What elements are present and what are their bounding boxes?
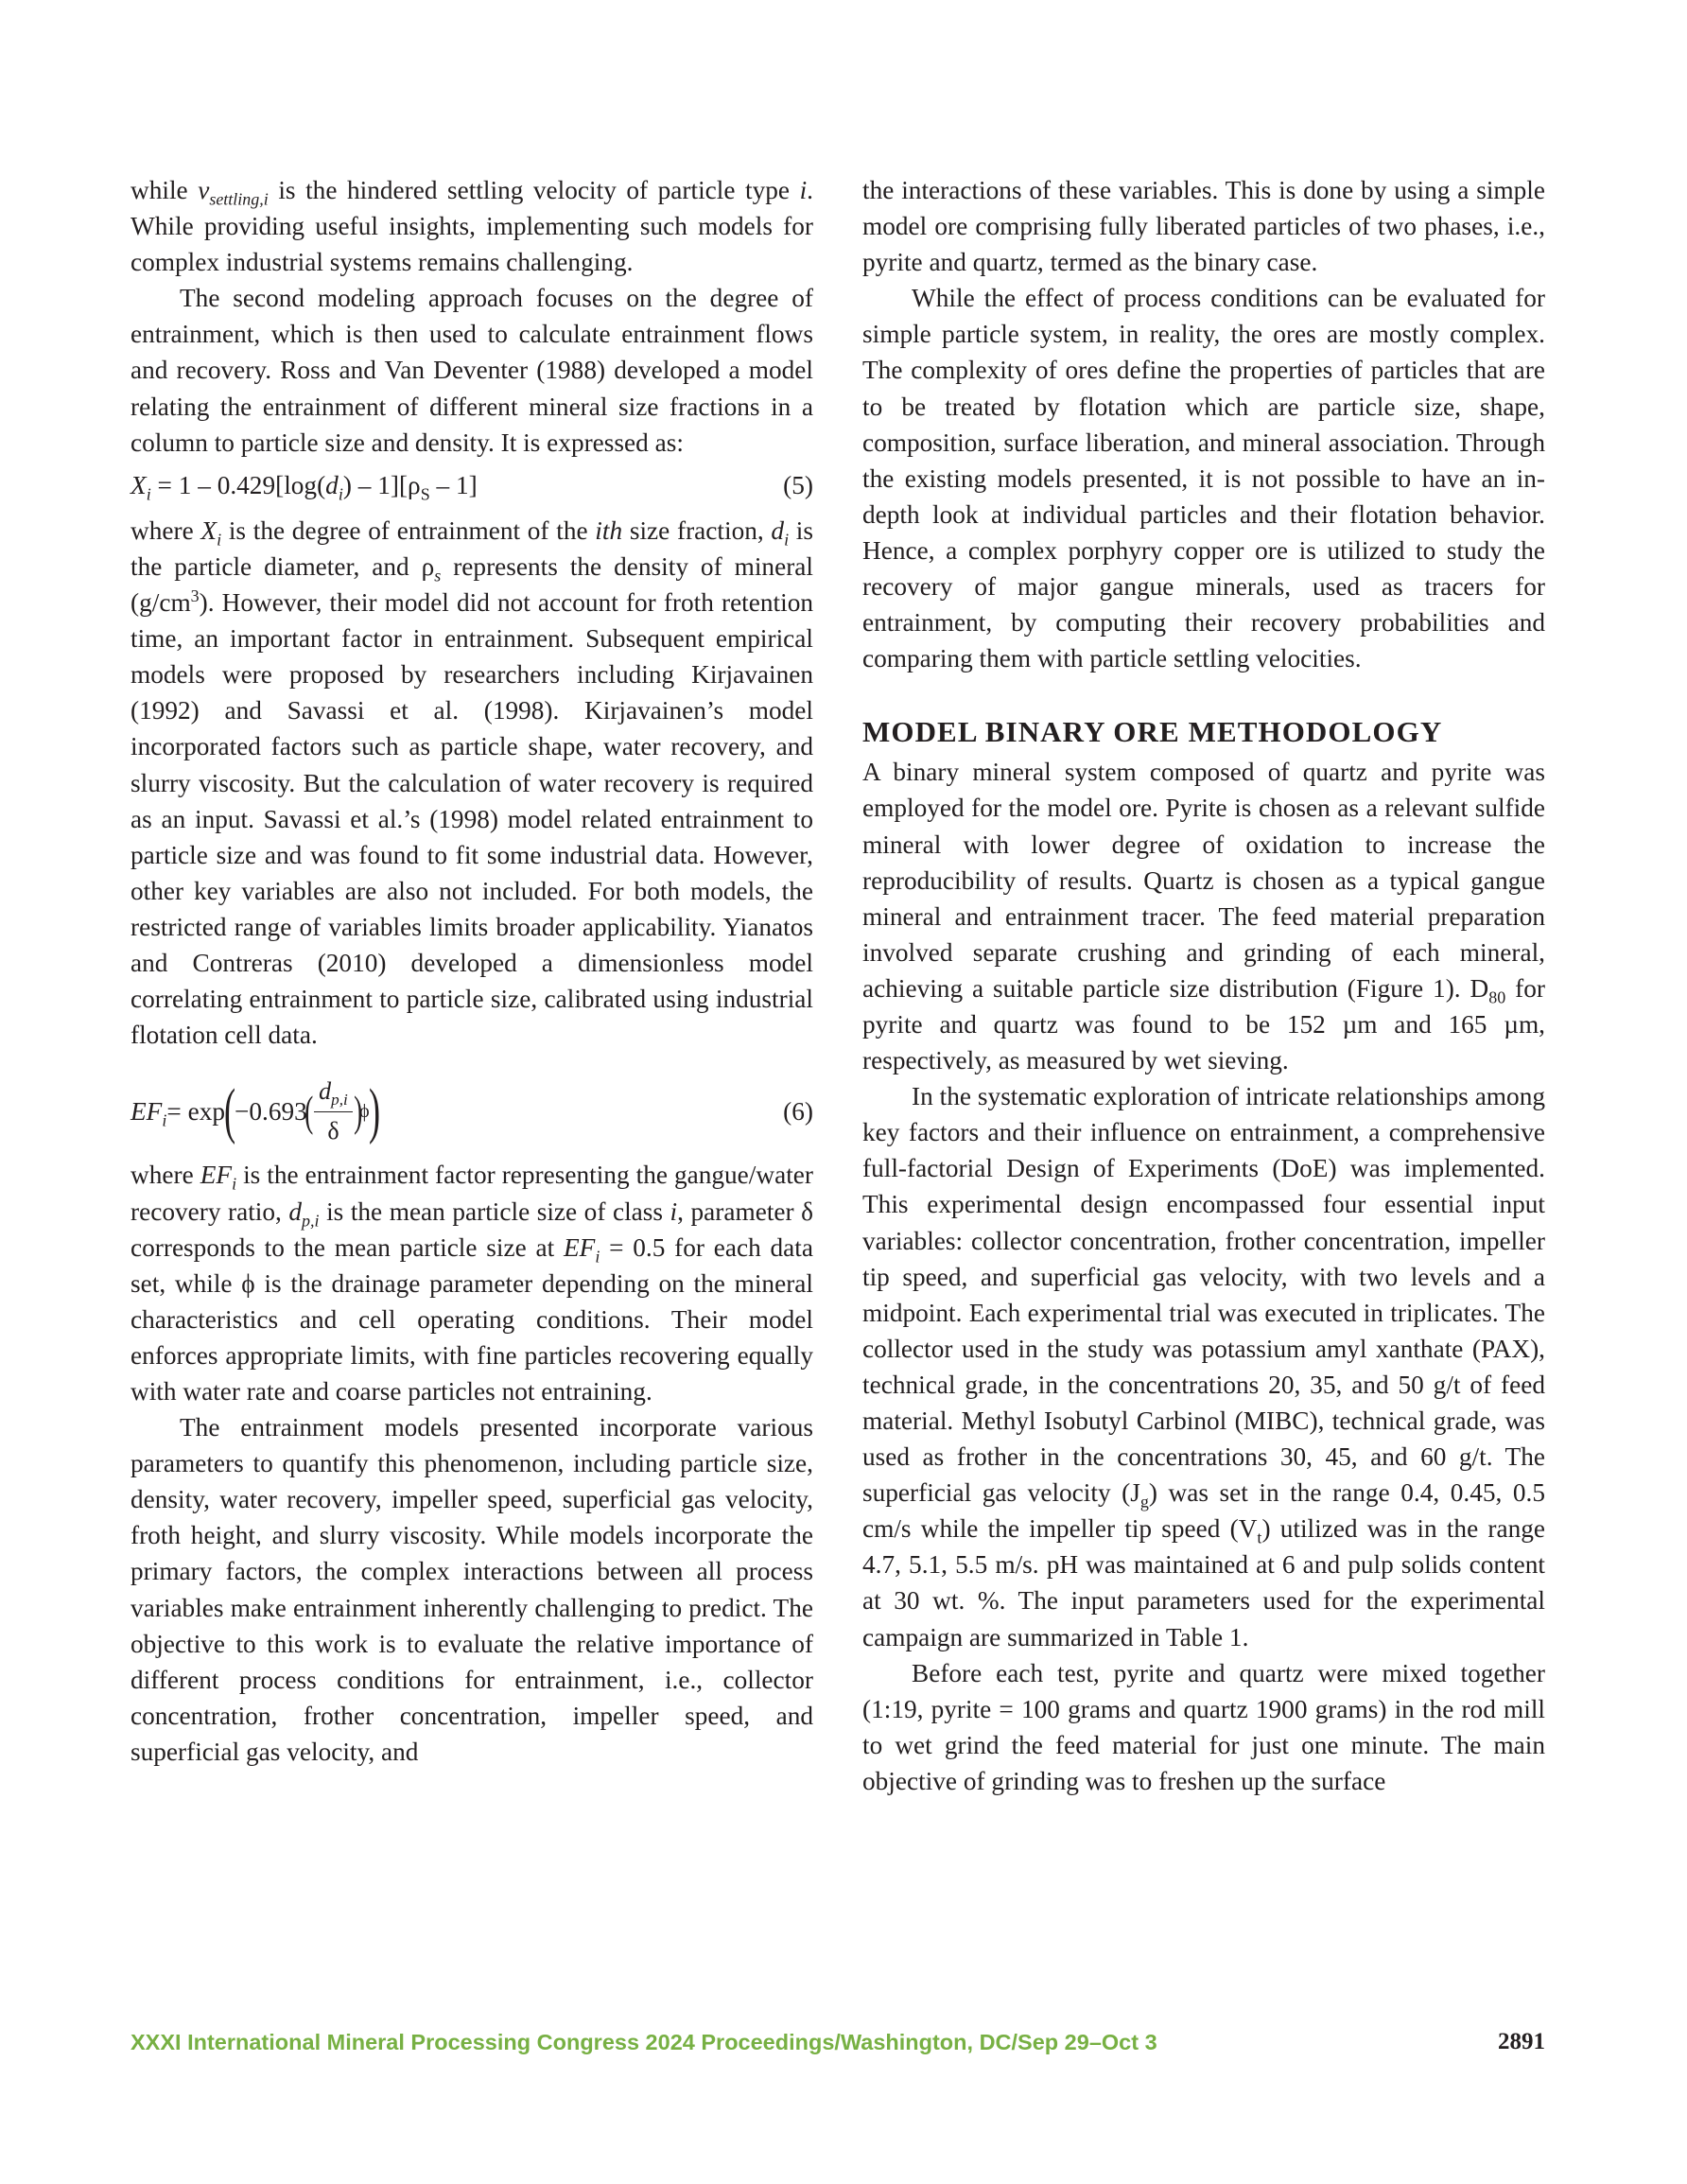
fraction: $\frac{d_{p,i}}{\delta}$: [314, 1074, 353, 1149]
conference-title: XXXI International Mineral Processing Congress 2024 Proceedings/Washington, DC/Sep 29–Oct 3: [130, 2029, 1157, 2054]
right-column: [862, 172, 1545, 1799]
paragraph-binary-case: the interactions of these variables. This is done by using a simple model ore comprising fully liberated particles of two phases, i.e., pyrite and quartz, termed as the binary case.: [862, 176, 1545, 277]
left-column: [130, 172, 813, 1770]
equation-6-formula: $EF_i$ = exp ( −0.693 ( $\frac{d_{p,i}}{\delta}$ ) ϕ ): [130, 1074, 379, 1149]
paragraph-design-of-experiments: In the systematic exploration of intricate relationships among key factors and their influence on entrainment, a comprehensive full-factorial Design of Experiments (DoE) was implemented. This experimental design encompassed four essential input variables: collector concentration, frother concentration, impeller tip speed, and superficial gas velocity, with two levels and a midpoint. Each experimental trial was executed in triplicates. The collector used in the study was potassium amyl xanthate (PAX), technical grade, in the concentrations 20, 35, and 50 g/t of feed material. Methyl Isobutyl Carbinol (MIBC), technical grade, was used as frother in the concentrations 30, 45, and 60 g/t. The superficial gas velocity $(J_g)$ was set in the range 0.4, 0.45, 0.5 cm/s while the impeller tip speed $(V_t)$ utilized was in the range 4.7, 5.1, 5.5 m/s. pH was maintained at 6 and pulp solids content at 30 wt. %. The input parameters used for the experimental campaign are summarized in Table 1.: [862, 1082, 1545, 1651]
section-heading: MODEL BINARY ORE METHODOLOGY: [862, 715, 1443, 749]
open-paren: (: [223, 1076, 236, 1146]
page-footer: [130, 2028, 1545, 2056]
paragraph-entrainment-factor: where $EF_i$ is the entrainment factor representing the gangue/water recovery ratio, $d_{p,i}$ is the mean particle size of class i, parameter δ corresponds to the mean particle size at $EF_i = 0.5$ for each data set, while ϕ is the drainage parameter depending on the mineral characteristics and cell operating conditions. Their model enforces appropriate limits, with fine particles recovering equally with water rate and coarse particles not entraining.: [130, 1161, 813, 1406]
paragraph-model-descriptions: where $X_i$ is the degree of entrainment of the ith size fraction, $d_i$ is the particle diameter, and $\rho_s$ represents the density of mineral $(g/cm^3)$. However, their model did not account for froth retention time, an important factor in entrainment. Subsequent empirical models were proposed by researchers including Kirjavainen (1992) and Savassi et al. (1998). Kirjavainen’s model incorporated factors such as particle shape, water recovery, and slurry viscosity. But the calculation of water recovery is required as an input. Savassi et al.’s (1998) model related entrainment to particle size and was found to fit some industrial data. However, other key variables are also not included. For both models, the restricted range of variables limits broader applicability. Yianatos and Contreras (2010) developed a dimensionless model correlating entrainment to particle size, calibrated using industrial flotation cell data.: [130, 515, 813, 1050]
equation-5-number: (5): [783, 470, 813, 499]
equation-6: [130, 1074, 813, 1149]
equation-6-number: (6): [783, 1097, 813, 1127]
paragraph-settling-velocity: while $v_{settling,i}$ is the hindered settling velocity of particle type i. While providing useful insights, implementing such models for complex industrial systems remains challenging.: [130, 176, 813, 277]
equation-5-formula: $X_i = 1 - 0.429[\log(d_i) - 1][\rho_S - 1]$: [130, 470, 478, 504]
paragraph-degree-of-entrainment: The second modeling approach focuses on the degree of entrainment, which is then used to calculate entrainment flows and recovery. Ross and Van Deventer (1988) developed a model relating the entrainment of different mineral size fractions in a column to particle size and density. It is expressed as:: [130, 284, 813, 457]
paragraph-binary-system: A binary mineral system composed of quartz and pyrite was employed for the model ore. Pyrite is chosen as a relevant sulfide mineral with lower degree of oxidation to increase the reproducibility of results. Quartz is chosen as a typical gangue mineral and entrainment tracer. The feed material preparation involved separate crushing and grinding of each mineral, achieving a suitable particle size distribution (Figure 1). $D_{80}$ for pyrite and quartz was found to be 152 µm and 165 µm, respectively, as measured by wet sieving.: [862, 758, 1545, 1075]
equation-5: [130, 467, 813, 503]
close-paren: ): [368, 1076, 380, 1146]
paragraph-complex-ores: While the effect of process conditions can be evaluated for simple particle system, in reality, the ores are mostly complex. The complexity of ores define the properties of particles that are to be treated by flotation which are particle size, shape, composition, surface liberation, and mineral association. Through the existing models presented, it is not possible to have an in-depth look at individual particles and their flotation behavior. Hence, a complex porphyry copper ore is utilized to study the recovery of major gangue minerals, used as tracers for entrainment, by computing their recovery probabilities and comparing them with particle settling velocities.: [862, 284, 1545, 673]
paragraph-objective: The entrainment models presented incorporate various parameters to quantify this phenomenon, including particle size, density, water recovery, impeller speed, superficial gas velocity, froth height, and slurry viscosity. While models incorporate the primary factors, the complex interactions between all process variables make entrainment inherently challenging to predict. The objective to this work is to evaluate the relative importance of different process conditions for entrainment, i.e., collector concentration, frother concentration, impeller speed, and superficial gas velocity, and: [130, 1413, 813, 1766]
close-paren-inner: ): [353, 1087, 363, 1136]
open-paren-inner: (: [304, 1087, 314, 1136]
paragraph-test-preparation: Before each test, pyrite and quartz were mixed together (1:19, pyrite = 100 grams and quartz 1900 grams) in the rod mill to wet grind the feed material for just one minute. The main objective of grinding was to freshen up the surface: [862, 1658, 1545, 1795]
page-number: 2891: [1498, 2029, 1545, 2054]
